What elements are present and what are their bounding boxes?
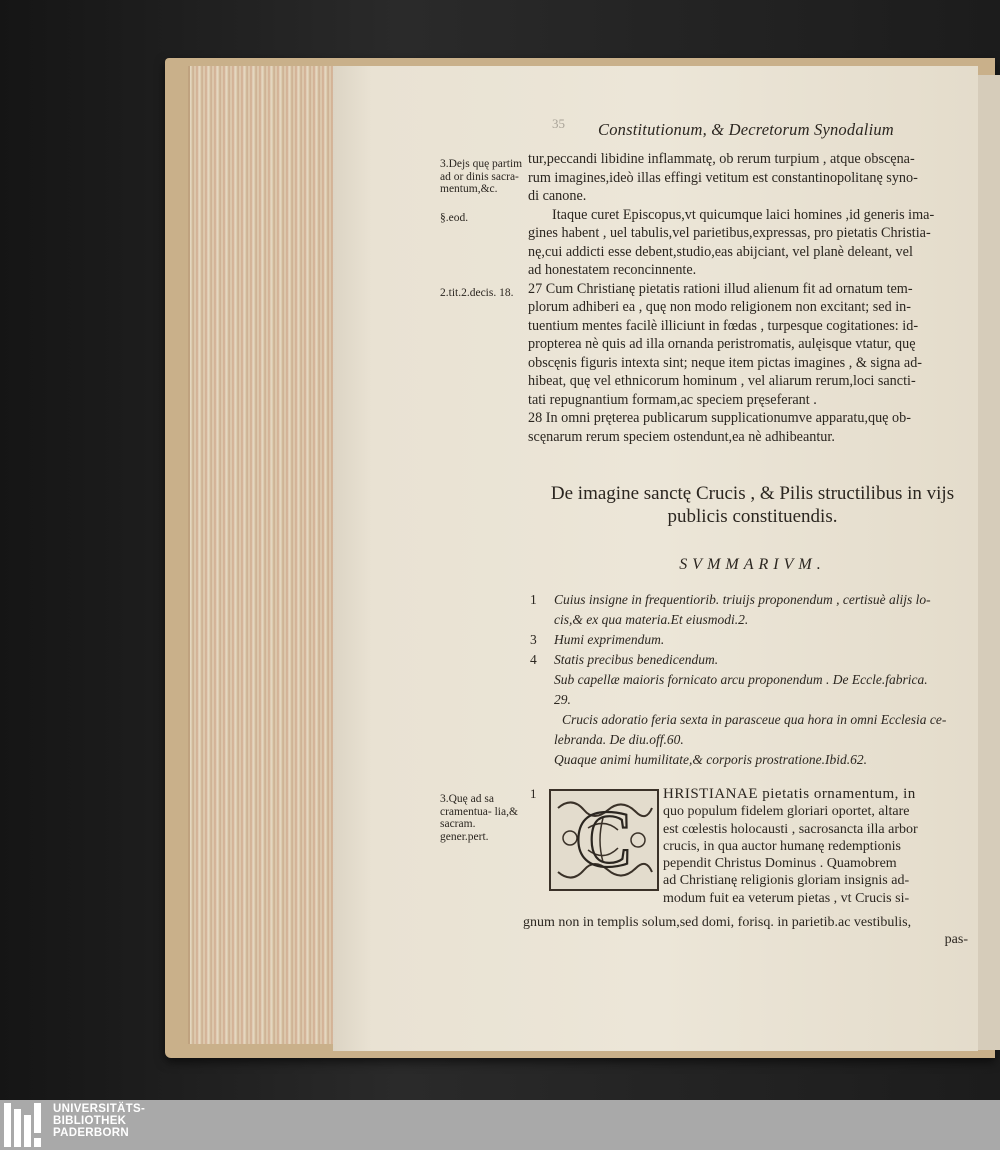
summary-item	[530, 610, 975, 630]
paragraph-number: 1	[530, 786, 537, 801]
page-number: 35	[552, 116, 565, 131]
text-line: nę,cui addicti esse debent,studio,eas abijciant, vel planè deleant, vel	[528, 243, 913, 260]
summary-text: Crucis adoratio feria sexta in parasceue qua hora in omni Ecclesia ce-	[562, 712, 947, 727]
summary-text: Cuius insigne in frequentiorib. triuijs proponendum , certisuè alijs lo-	[554, 592, 931, 607]
text-line: Itaque curet Episcopus,vt quicumque laici homines ,id generis ima-	[552, 206, 935, 223]
text-line: plorum adhiberi ea , quę non modo religionem non excitant; sed in-	[528, 299, 911, 315]
running-title: Constitutionum, & Decretorum Synodalium	[598, 120, 894, 139]
library-name-line: BIBLIOTHEK	[53, 1115, 127, 1127]
final-paragraph	[663, 786, 975, 907]
summary-item	[530, 630, 975, 650]
text-line: hibeat, quę vel ethnicorum hominum , vel aliarum rerum,loci sancti-	[528, 373, 916, 389]
library-logo-icon	[4, 1103, 46, 1147]
final-paragraph-tail	[523, 914, 978, 949]
text-line: 27 Cum Christianę pietatis rationi illud alienum fit ad ornatum tem-	[528, 280, 913, 297]
summary-number	[530, 610, 554, 630]
summary-number	[530, 670, 554, 690]
body-text	[528, 150, 973, 446]
text-line: propterea nè quis ad illa ornanda peristromatis, aulęisque vtatur, quę	[528, 336, 916, 352]
summary-text: Quaque animi humilitate,& corporis prostratione.Ibid.62.	[554, 752, 867, 767]
library-footer	[0, 1100, 1000, 1150]
heading-line: publicis constituendis.	[667, 506, 838, 527]
facing-page-edge	[978, 75, 1000, 1050]
text-line: est cœlestis holocausti , sacrosancta illa arbor	[663, 821, 918, 837]
text-line: gines habent , uel tabulis,vel parietibus,expressas, pro pietatis Christia-	[528, 225, 931, 241]
heading-line: De imagine sanctę Crucis , & Pilis structilibus in vijs	[550, 483, 955, 504]
summary-text: cis,& ex qua materia.Et eiusmodi.2.	[554, 612, 749, 627]
initial-letter: C	[574, 793, 634, 884]
text-line: crucis, in qua auctor humanę redemptionis	[663, 838, 901, 854]
text-line: HRISTIANAE pietatis ornamentum, in	[663, 786, 916, 802]
text-line: ad honestatem reconcinnente.	[528, 262, 697, 278]
summary-number: 3	[530, 632, 537, 647]
summary-item	[530, 690, 975, 710]
summary-number	[538, 710, 562, 730]
decorated-initial-icon	[548, 788, 660, 892]
margin-note: 2.tit.2.decis. 18.	[440, 287, 514, 299]
library-name	[53, 1103, 145, 1139]
text-line: pependit Christus Dominus . Quamobrem	[663, 856, 897, 872]
margin-note: 3.Quę ad sa cramentua- lia,& sacram. gener.pert.	[440, 793, 518, 843]
text-line: tur,peccandi libidine inflammatę, ob rerum turpium , atque obscęna-	[528, 151, 915, 167]
margin-note: 3.Dejs quę partim ad or dinis sacra- mentum,&c.	[440, 158, 523, 195]
summary-text: Humi exprimendum.	[554, 632, 665, 647]
summary-number	[530, 690, 554, 710]
summarium-title: SVMMARIVM.	[679, 556, 826, 573]
summary-item	[530, 710, 975, 730]
summary-item	[530, 670, 975, 690]
summary-item	[530, 730, 975, 750]
page-edges	[188, 66, 335, 1044]
margin-note: §.eod.	[440, 212, 469, 224]
summary-item	[530, 750, 975, 770]
library-name-line: UNIVERSITÄTS-	[53, 1103, 146, 1115]
text-line: ad Christianę religionis gloriam insignis ad-	[663, 873, 910, 889]
summary-text: Statis precibus benedicendum.	[554, 652, 719, 667]
summary-item	[530, 650, 975, 670]
text-line: scęnarum rerum speciem ostendunt,ea nè adhibeantur.	[528, 428, 835, 445]
text-line: rum imagines,ideò illas effingi vetitum est constantinopolitanę syno-	[528, 169, 918, 186]
text-line: tati repugnantium formam,ac speciem pręseferant .	[528, 391, 817, 408]
text-line: di canone.	[528, 188, 587, 204]
library-name-line: PADERBORN	[53, 1127, 129, 1139]
summary-number: 4	[530, 652, 537, 667]
summary-text: Sub capellæ maioris fornicato arcu proponendum . De Eccle.fabrica.	[554, 672, 928, 687]
catchword: pas-	[944, 932, 968, 948]
section-heading	[530, 482, 975, 528]
summary-number	[530, 750, 554, 770]
text-line: tuentium mentes facilè illiciunt in fœdas , turpesque cogitationes: id-	[528, 317, 919, 334]
text-line: obscęnis figuris intexta sint; neque item pictas imagines , & signa ad-	[528, 354, 923, 371]
summary-text: 29.	[554, 692, 571, 707]
summarium-list	[530, 590, 975, 770]
summary-text: lebranda. De diu.off.60.	[554, 732, 684, 747]
summary-number	[530, 730, 554, 750]
summary-number: 1	[530, 592, 537, 607]
text-line: quo populum fidelem gloriari oportet, altare	[663, 804, 910, 820]
text-line: gnum non in templis solum,sed domi, forisq. in parietib.ac vestibulis,	[523, 915, 912, 930]
text-line: modum fuit ea veterum pietas , vt Crucis si-	[663, 890, 910, 906]
summary-item	[530, 590, 975, 610]
text-line: 28 In omni pręterea publicarum supplicationumve apparatu,quę ob-	[528, 410, 911, 426]
